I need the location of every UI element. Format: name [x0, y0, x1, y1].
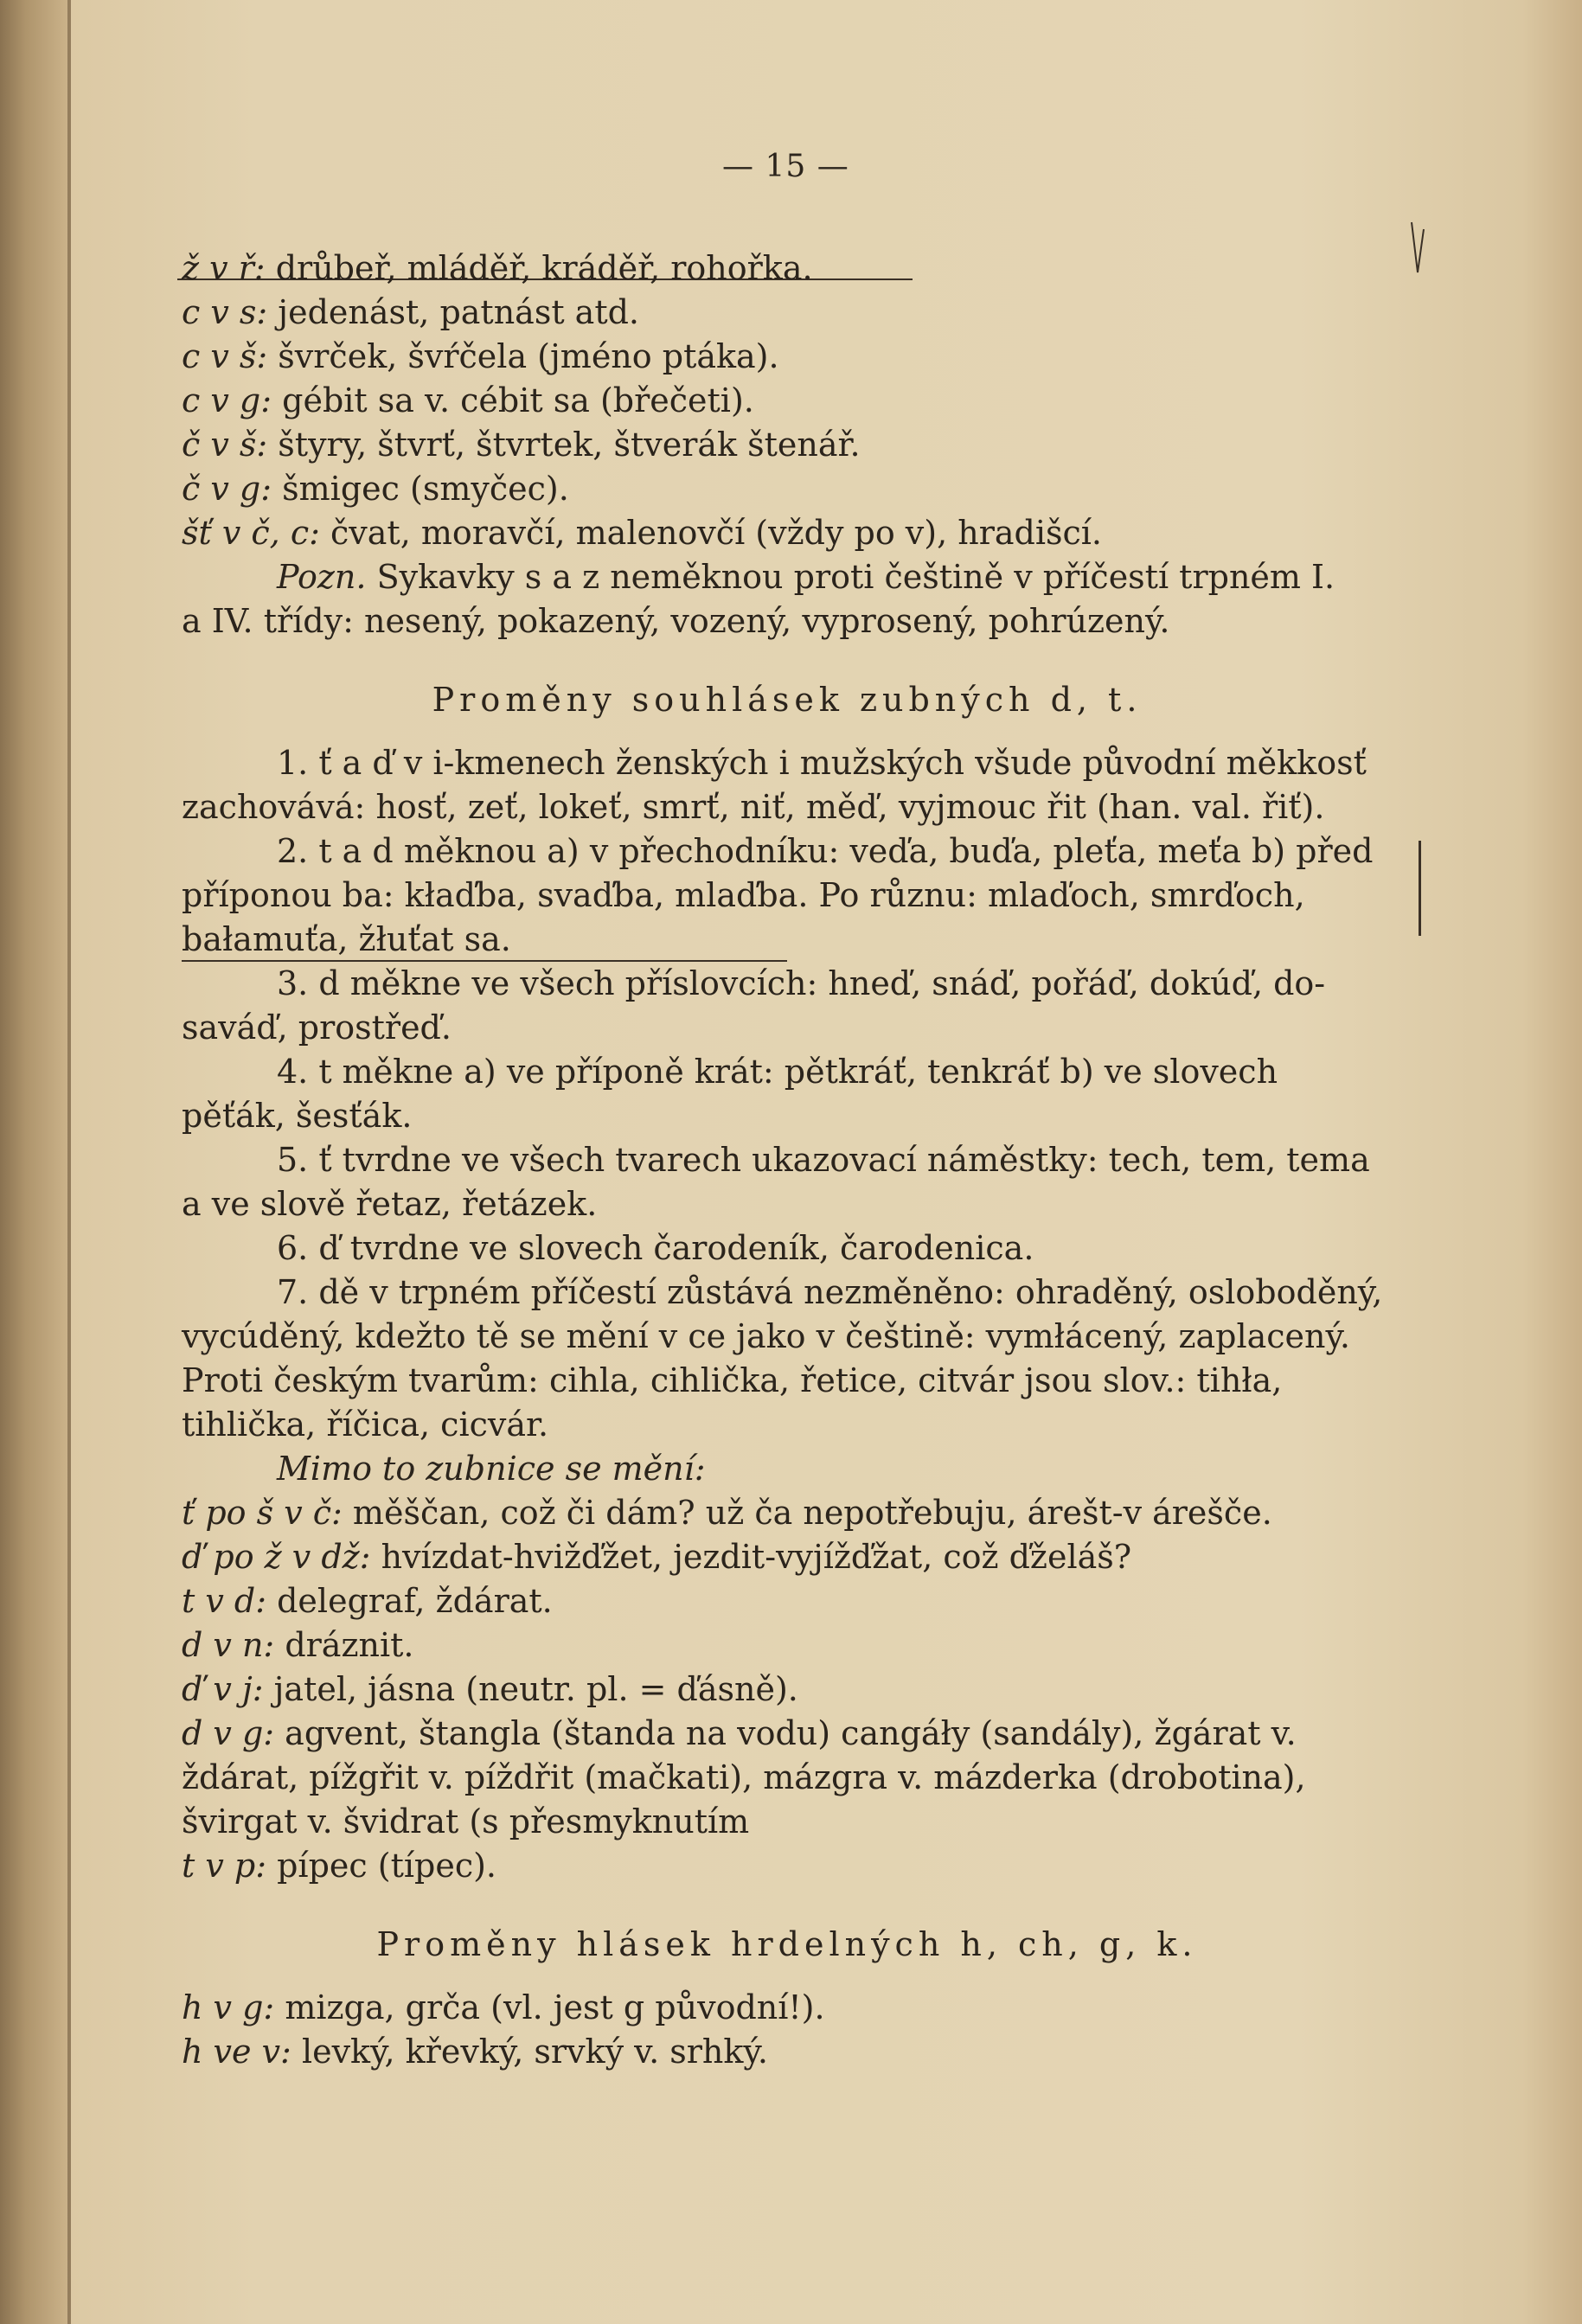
dental-rule-line: 3. d měkne ve všech příslovcích: hneď, snáď, pořáď, dokúď, do- [277, 964, 1326, 1002]
substitution-text: drůbeř, mláděř, kráděř, rohořka. [265, 249, 813, 287]
spacer [182, 1888, 1393, 1923]
dental-change-line [182, 1535, 1393, 1579]
spacer [182, 643, 1393, 678]
dental-rule-line: pěťák, šesťák. [182, 1097, 413, 1135]
guttural-change-text: levký, křevký, srvký v. srhký. [291, 2033, 768, 2071]
dental-rule-line: bałamuťa, žłuťat sa. [182, 920, 511, 958]
dental-change-text: delegraf, ždárat. [266, 1582, 553, 1620]
dental-rule-line: a ve slově řetaz, řetázek. [182, 1185, 598, 1223]
substitution-line [182, 246, 1393, 291]
pozn-line-2: a IV. třídy: nesený, pokazený, vozený, vyprosený, pohrúzený. [182, 602, 1170, 640]
dental-change-text: dráznit. [274, 1626, 414, 1664]
dental-change-line [182, 1579, 1393, 1623]
substitution-line [182, 467, 1393, 511]
dental-change-text: měščan, což či dám? už ča nepotřebuju, árešt-v árešče. [342, 1494, 1272, 1532]
guttural-change-text: mizga, grča (vl. jest g původní!). [274, 1988, 825, 2026]
substitution-lead: c v š: [182, 337, 268, 375]
dental-rule-line: 2. t a d měknou a) v přechodníku: veďa, buďa, pleťa, meťa b) před [277, 832, 1374, 870]
dental-change-text: švirgat v. švidrat (s přesmyknutím [182, 1802, 750, 1841]
substitution-line [182, 291, 1393, 335]
substitution-text: šmigec (smyčec). [272, 470, 569, 508]
dental-change-text: hvízdat-hvižďžet, jezdit-vyjížďžat, což ďželáš? [370, 1538, 1132, 1576]
dental-change-lead: d v g: [182, 1714, 275, 1752]
heading-dental: Proměny souhlásek zubných d, t. [432, 681, 1143, 719]
binding-crease [67, 0, 71, 2324]
dental-change-lead: t v p: [182, 1847, 267, 1885]
dental-rule-line: saváď, prostřeď. [182, 1008, 452, 1047]
guttural-change-line [182, 1986, 1393, 2030]
guttural-lines [182, 1986, 1393, 2074]
dental-rule-line: vycúděný, kdežto tě se mění v ce jako v češtině: vymłácený, zaplacený. [182, 1317, 1351, 1355]
dental-change-line [182, 1623, 1393, 1668]
pozn-line-1 [182, 555, 1393, 599]
text-body [182, 246, 1393, 2074]
dental-change-text: agvent, štangla (štanda na vodu) cangáły (sandály), žgárat v. [274, 1714, 1297, 1752]
dental-rule-line: Proti českým tvarům: cihla, cihlička, řetice, citvár jsou slov.: tihła, [182, 1361, 1283, 1399]
substitution-line [182, 423, 1393, 467]
dental-change-lead: d v n: [182, 1626, 275, 1664]
dental-change-line [182, 1712, 1393, 1756]
pozn-label: Pozn. [277, 558, 367, 596]
substitution-line [182, 511, 1393, 555]
dental-change-lead: ď v j: [182, 1670, 264, 1708]
dental-change-lead: t v d: [182, 1582, 267, 1620]
guttural-change-line [182, 2030, 1393, 2074]
substitution-line [182, 335, 1393, 379]
dental-change-lead: ď po ž v dž: [182, 1538, 371, 1576]
dental-change-line [182, 1844, 1393, 1888]
dental-rule-line: 6. ď tvrdne ve slovech čarodeník, čarodenica. [277, 1229, 1034, 1267]
pencil-bracket-mark [1419, 841, 1426, 936]
dental-change-line [182, 1800, 1393, 1844]
substitution-lead: c v g: [182, 381, 272, 419]
substitution-lead: ž v ř: [182, 249, 266, 287]
substitution-lead: č v š: [182, 426, 268, 464]
substitution-line [182, 379, 1393, 423]
pozn-text-1: Sykavky s a z neměknou proti češtině v příčestí trpném I. [366, 558, 1335, 596]
dental-rule-line: zachovává: hosť, zeť, lokeť, smrť, niť, měď, vyjmouc řit (han. val. řiť). [182, 788, 1325, 826]
guttural-change-lead: h ve v: [182, 2033, 291, 2071]
heading-guttural: Proměny hlásek hrdelných h, ch, g, k. [376, 1925, 1198, 1963]
substitution-lead: šť v č, c: [182, 514, 320, 552]
pencil-check-mark [1410, 221, 1425, 298]
change-lines [182, 1491, 1393, 1888]
dental-rule-line: 5. ť tvrdne ve všech tvarech ukazovací náměstky: tech, tem, tema [277, 1141, 1370, 1179]
dental-rule-line: 4. t měkne a) ve příponě krát: pětkráť, tenkráť b) ve slovech [277, 1053, 1278, 1091]
page-number: — 15 — [722, 149, 849, 184]
dental-rule-line: 1. ť a ď v i-kmenech ženských i mužských všude původní měkkosť [277, 744, 1367, 782]
substitution-text: gébit sa v. cébit sa (břečeti). [272, 381, 754, 419]
dental-change-line [182, 1756, 1393, 1800]
substitution-text: štyry, štvrť, štvrtek, štverák štenář. [267, 426, 861, 464]
substitution-lead: č v g: [182, 470, 272, 508]
dental-change-line [182, 1491, 1393, 1535]
substitution-lead: c v s: [182, 293, 268, 331]
dental-rule-line: Mimo to zubnice se mění: [277, 1450, 706, 1488]
dental-rule-line: příponou ba: kłaďba, svaďba, mlaďba. Po různu: mlaďoch, smrďoch, [182, 876, 1305, 914]
dental-change-lead: ť po š v č: [182, 1494, 343, 1532]
guttural-change-lead: h v g: [182, 1988, 275, 2026]
spacer [182, 722, 1393, 741]
spacer [182, 1967, 1393, 1986]
dental-change-text: pípec (típec). [266, 1847, 497, 1885]
substitution-text: švrček, švŕčela (jméno ptáka). [267, 337, 779, 375]
dental-change-text: jatel, jásna (neutr. pl. = ďásně). [263, 1670, 798, 1708]
book-binding [0, 0, 71, 2324]
top-lines [182, 246, 1393, 555]
dental-rule-line: tihlička, říčica, cicvár. [182, 1405, 549, 1444]
substitution-text: jedenást, patnást atd. [267, 293, 640, 331]
dental-lines [182, 741, 1393, 1491]
dental-change-text: ždárat, pížgřit v. píždřit (mačkati), mázgra v. mázderka (drobotina), [182, 1758, 1306, 1796]
substitution-text: čvat, moravčí, malenovčí (vždy po v), hradišcí. [319, 514, 1103, 552]
dental-rule-line: 7. dě v trpném příčestí zůstává nezměněno: ohraděný, osloboděný, [277, 1273, 1383, 1311]
dental-change-line [182, 1668, 1393, 1712]
